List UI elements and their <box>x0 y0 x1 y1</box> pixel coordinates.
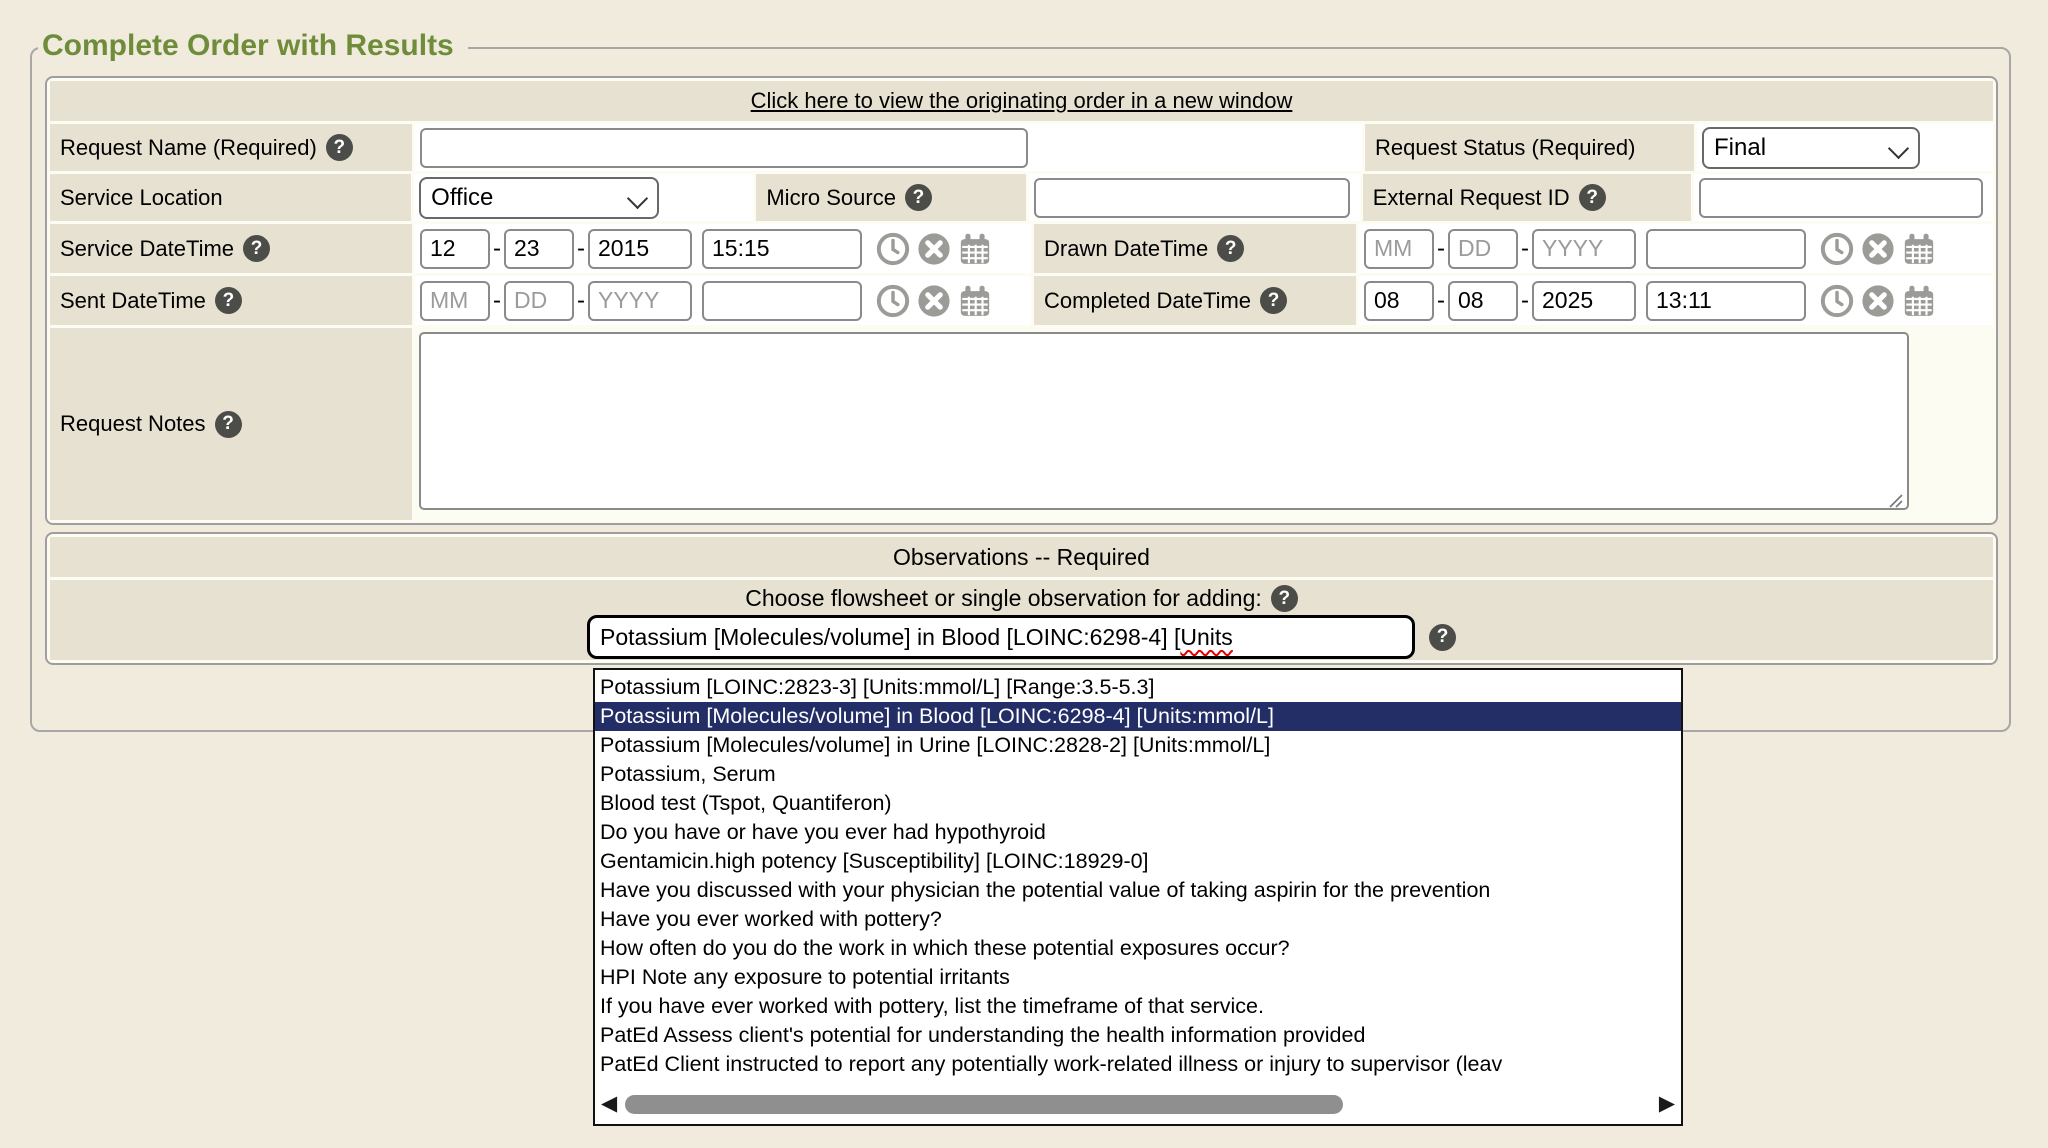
autocomplete-option[interactable]: If you have ever worked with pottery, list the timeframe of that service. <box>600 994 1264 1018</box>
autocomplete-list <box>593 668 1683 1126</box>
help-icon[interactable]: ? <box>1579 184 1606 211</box>
calendar-icon[interactable] <box>1902 284 1936 318</box>
external-request-id-input[interactable] <box>1699 178 1983 218</box>
service-location-label: Service Location <box>60 184 223 210</box>
completed-time-input[interactable] <box>1646 281 1806 321</box>
autocomplete-option[interactable]: How often do you do the work in which these potential exposures occur? <box>600 936 1290 960</box>
request-status-select[interactable]: Final <box>1702 127 1920 169</box>
chevron-down-icon <box>1888 137 1909 158</box>
misspelled-text: Units <box>1180 623 1233 650</box>
service-datetime-label-cell <box>50 224 412 273</box>
micro-source-label-cell <box>756 174 1025 221</box>
autocomplete-option[interactable]: Gentamicin.high potency [Susceptibility] [LOINC:18929-0] <box>600 849 1149 873</box>
horizontal-scrollbar[interactable] <box>601 1092 1675 1116</box>
request-name-label-cell <box>50 124 412 171</box>
drawn-year-input[interactable] <box>1532 229 1636 269</box>
autocomplete-option[interactable]: PatEd Assess client's potential for understanding the health information provided <box>600 1023 1366 1047</box>
clear-icon[interactable] <box>917 284 951 318</box>
autocomplete-option[interactable]: Blood test (Tspot, Quantiferon) <box>600 791 892 815</box>
help-icon[interactable]: ? <box>1260 287 1287 314</box>
help-icon[interactable]: ? <box>1429 624 1456 651</box>
sent-datetime-label: Sent DateTime <box>60 287 206 313</box>
scroll-right-icon[interactable]: ▶ <box>1658 1092 1675 1115</box>
autocomplete-option[interactable]: Do you have or have you ever had hypothyroid <box>600 820 1046 844</box>
scrollbar-track[interactable] <box>625 1092 1651 1116</box>
drawn-day-input[interactable] <box>1448 229 1518 269</box>
drawn-datetime-label: Drawn DateTime <box>1044 235 1209 261</box>
scrollbar-thumb[interactable] <box>625 1095 1343 1114</box>
request-notes-label: Request Notes <box>60 411 206 436</box>
completed-month-input[interactable] <box>1364 281 1434 321</box>
completed-day-input[interactable] <box>1448 281 1518 321</box>
clock-icon[interactable] <box>876 284 910 318</box>
service-day-input[interactable] <box>504 229 574 269</box>
originating-order-link[interactable]: Click here to view the originating order in a new window <box>750 88 1293 113</box>
completed-datetime-label: Completed DateTime <box>1044 287 1252 313</box>
help-icon[interactable]: ? <box>905 184 932 211</box>
chevron-down-icon <box>627 187 648 208</box>
sent-month-input[interactable] <box>420 281 490 321</box>
autocomplete-option[interactable]: HPI Note any exposure to potential irritants <box>600 965 1010 989</box>
calendar-icon[interactable] <box>958 284 992 318</box>
request-status-label-cell <box>1365 124 1694 171</box>
completed-datetime-label-cell <box>1034 276 1356 325</box>
external-request-id-label-cell <box>1363 174 1691 221</box>
autocomplete-option[interactable]: Potassium [Molecules/volume] in Blood [LOINC:6298-4] [Units:mmol/L] <box>595 702 1681 731</box>
page-title: Complete Order with Results <box>38 23 468 69</box>
external-request-id-label: External Request ID <box>1372 184 1570 210</box>
micro-source-input[interactable] <box>1034 178 1350 218</box>
observations-header: Observations -- Required <box>893 543 1150 570</box>
autocomplete-option[interactable]: Potassium [Molecules/volume] in Urine [LOINC:2828-2] [Units:mmol/L] <box>600 733 1271 757</box>
calendar-icon[interactable] <box>958 232 992 266</box>
request-notes-label-cell <box>50 328 412 520</box>
help-icon[interactable]: ? <box>243 235 270 262</box>
help-icon[interactable]: ? <box>215 411 242 438</box>
observation-search-input[interactable]: Potassium [Molecules/volume] in Blood [LOINC:6298-4] [ Units <box>587 615 1415 659</box>
clear-icon[interactable] <box>1861 284 1895 318</box>
autocomplete-option[interactable]: Have you discussed with your physician the potential value of taking aspirin for the prevention <box>600 878 1491 902</box>
drawn-datetime-label-cell <box>1034 224 1356 273</box>
order-form-table: Click here to view the originating order in a new window Request Name (Required) ? Request Status (Required) Final Service Location Office Micro Source ? External Request ID ? Service DateTime ? 12 - 23 - 2015 15:15 Drawn DateTime ? MM - DD - YYYY Sent DateTime ? MM - DD - YYYY Completed DateTime ? 08 - 08 - 2025 13:11 Request Notes ? <box>45 76 1998 525</box>
observations-section <box>45 532 1998 665</box>
observation-chooser-cell <box>50 580 1993 660</box>
request-notes-textarea[interactable] <box>419 332 1909 510</box>
autocomplete-option[interactable]: Potassium, Serum <box>600 762 776 786</box>
autocomplete-option[interactable]: Have you ever worked with pottery? <box>600 907 942 931</box>
help-icon[interactable]: ? <box>326 134 353 161</box>
drawn-time-input[interactable] <box>1646 229 1806 269</box>
request-name-input[interactable] <box>420 128 1028 168</box>
clear-icon[interactable] <box>1861 232 1895 266</box>
micro-source-label: Micro Source <box>766 184 896 210</box>
autocomplete-option[interactable]: Potassium [LOINC:2823-3] [Units:mmol/L] [Range:3.5-5.3] <box>600 675 1155 699</box>
completed-year-input[interactable] <box>1532 281 1636 321</box>
clock-icon[interactable] <box>1820 284 1854 318</box>
help-icon[interactable]: ? <box>215 287 242 314</box>
sent-year-input[interactable] <box>588 281 692 321</box>
service-year-input[interactable] <box>588 229 692 269</box>
request-name-label: Request Name (Required) <box>60 134 317 160</box>
calendar-icon[interactable] <box>1902 232 1936 266</box>
service-location-label-cell <box>50 174 411 221</box>
scroll-left-icon[interactable]: ◀ <box>601 1092 618 1115</box>
service-month-input[interactable] <box>420 229 490 269</box>
service-location-select[interactable]: Office <box>419 177 659 219</box>
help-icon[interactable]: ? <box>1217 235 1244 262</box>
observation-chooser-label: Choose flowsheet or single observation for adding: <box>745 585 1262 611</box>
autocomplete-option[interactable]: PatEd Client instructed to report any potentially work-related illness or injury to supervisor (leav <box>600 1052 1503 1076</box>
clock-icon[interactable] <box>1820 232 1854 266</box>
sent-time-input[interactable] <box>702 281 862 321</box>
drawn-month-input[interactable] <box>1364 229 1434 269</box>
service-time-input[interactable] <box>702 229 862 269</box>
service-datetime-label: Service DateTime <box>60 235 235 261</box>
help-icon[interactable]: ? <box>1271 585 1298 612</box>
clear-icon[interactable] <box>917 232 951 266</box>
clock-icon[interactable] <box>876 232 910 266</box>
resize-handle-icon[interactable] <box>1886 491 1903 508</box>
request-status-label: Request Status (Required) <box>1375 134 1636 160</box>
sent-day-input[interactable] <box>504 281 574 321</box>
sent-datetime-label-cell <box>50 276 412 325</box>
